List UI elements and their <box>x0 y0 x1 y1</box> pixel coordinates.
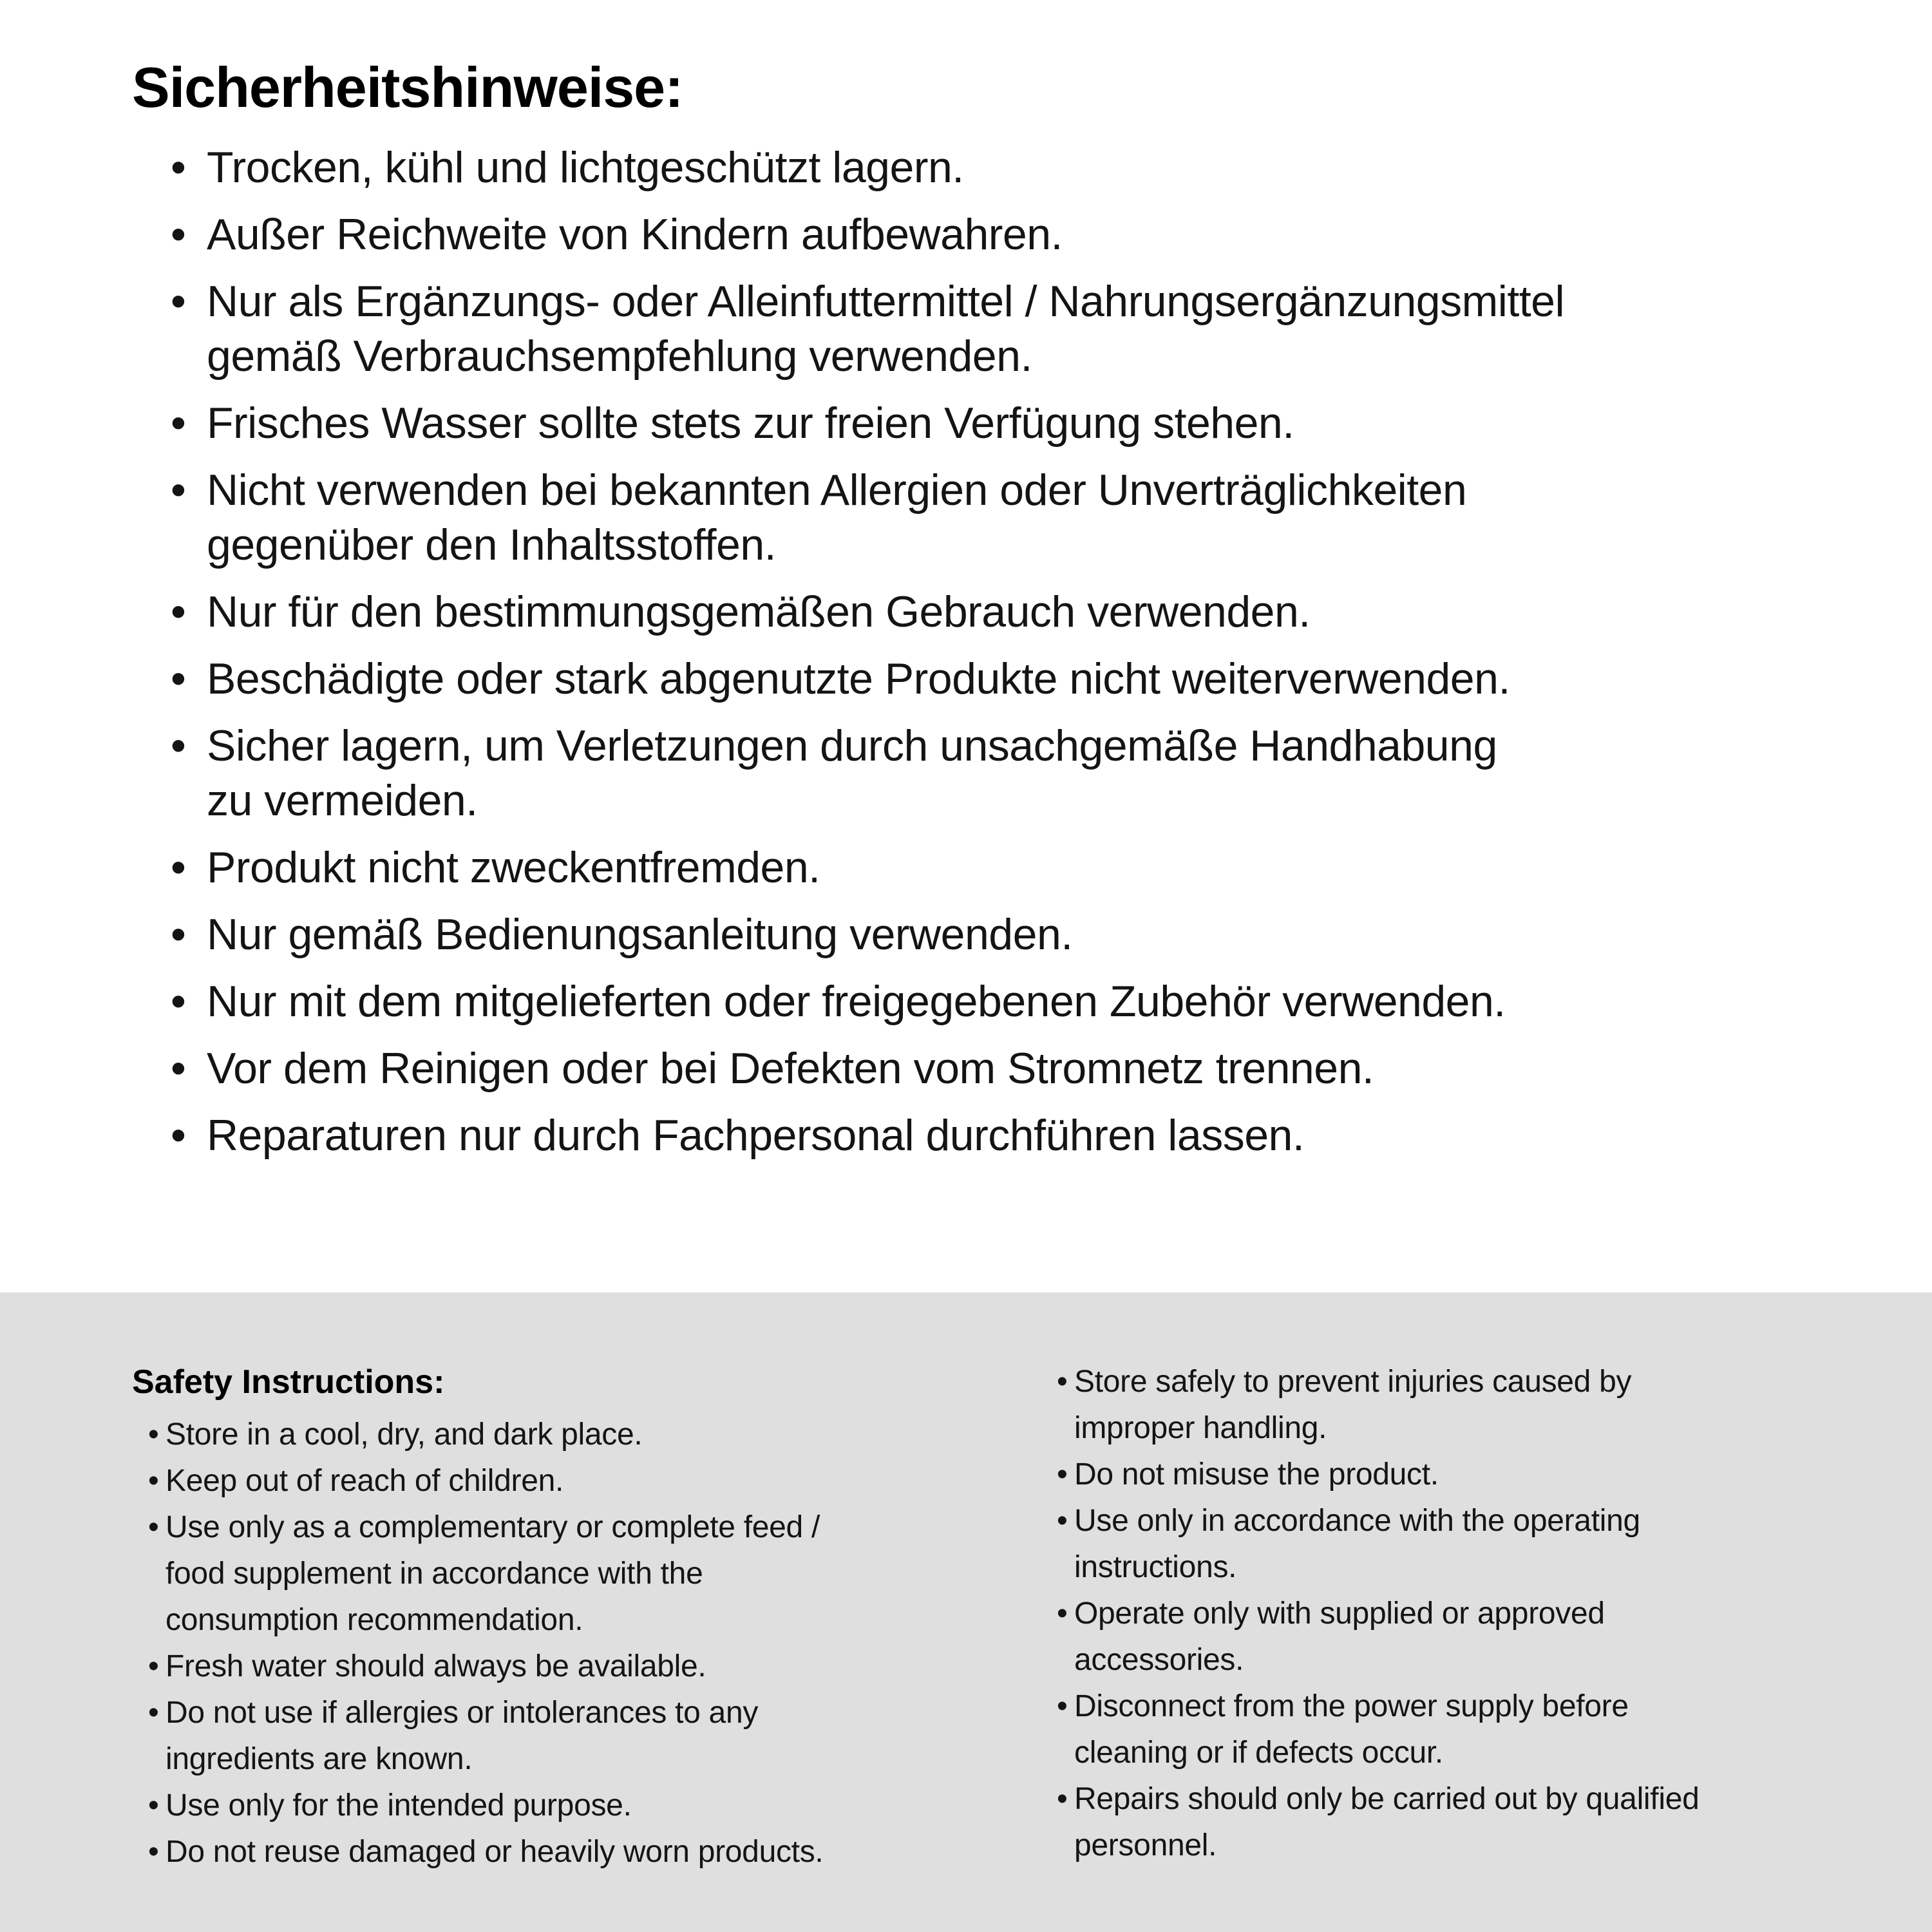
text-line: Do not use if allergies or intolerances to any <box>166 1696 759 1730</box>
text-line: Nicht verwenden bei bekannten Allergien oder Unverträglichkeiten <box>207 466 1467 515</box>
list-item-text <box>207 207 1810 262</box>
list-item <box>1057 1359 1700 1452</box>
list-item <box>148 1458 823 1504</box>
list-item <box>1057 1452 1700 1498</box>
list-item-text <box>207 396 1810 451</box>
list-item-text <box>1074 1452 1700 1498</box>
text-line: food supplement in accordance with the <box>166 1557 703 1591</box>
list-item <box>171 840 1810 895</box>
list-item-text <box>166 1643 823 1690</box>
bullet-icon: • <box>171 466 186 515</box>
list-item <box>171 396 1810 451</box>
bullet-icon: • <box>171 654 186 703</box>
bullet-icon: • <box>1057 1782 1068 1816</box>
list-item <box>171 1108 1810 1163</box>
list-item <box>171 1041 1810 1096</box>
text-line: Operate only with supplied or approved <box>1074 1596 1605 1631</box>
list-item-text <box>1074 1591 1700 1683</box>
list-item-text <box>207 652 1810 706</box>
text-line: Use only as a complementary or complete feed / <box>166 1510 820 1544</box>
bullet-icon: • <box>148 1510 159 1544</box>
bullet-icon: • <box>171 587 186 636</box>
text-line: Repairs should only be carried out by qualified <box>1074 1782 1700 1816</box>
bullet-icon: • <box>148 1835 159 1869</box>
text-line: instructions. <box>1074 1550 1237 1584</box>
list-item <box>148 1829 823 1875</box>
text-line: zu vermeiden. <box>207 776 478 825</box>
list-item <box>171 207 1810 262</box>
bullet-icon: • <box>1057 1596 1068 1631</box>
list-item-text <box>207 274 1810 384</box>
english-safety-list-right <box>1041 1359 1700 1869</box>
bullet-icon: • <box>171 910 186 959</box>
list-item <box>1057 1683 1700 1776</box>
text-line: Disconnect from the power supply before <box>1074 1689 1629 1723</box>
text-line: Use only for the intended purpose. <box>166 1788 632 1823</box>
list-item-text <box>207 907 1810 962</box>
list-item-text <box>1074 1498 1700 1591</box>
text-line: Store safely to prevent injuries caused by <box>1074 1365 1632 1399</box>
list-item <box>171 140 1810 195</box>
list-item-text <box>166 1783 823 1829</box>
text-line: Use only in accordance with the operating <box>1074 1504 1640 1538</box>
text-line: personnel. <box>1074 1828 1217 1862</box>
bullet-icon: • <box>1057 1365 1068 1399</box>
text-line: Außer Reichweite von Kindern aufbewahren. <box>207 210 1063 259</box>
list-item <box>171 907 1810 962</box>
list-item-text <box>166 1458 823 1504</box>
list-item <box>148 1504 823 1643</box>
text-line: improper handling. <box>1074 1411 1327 1445</box>
text-line: Keep out of reach of children. <box>166 1464 564 1498</box>
english-column-left <box>132 1359 823 1875</box>
list-item-text <box>207 585 1810 639</box>
list-item <box>1057 1776 1700 1869</box>
text-line: Trocken, kühl und lichtgeschützt lagern. <box>207 143 964 192</box>
list-item <box>148 1783 823 1829</box>
bullet-icon: • <box>148 1788 159 1823</box>
list-item-text <box>207 974 1810 1029</box>
list-item <box>171 719 1810 828</box>
german-safety-list <box>132 140 1810 1163</box>
text-line: Do not reuse damaged or heavily worn products. <box>166 1835 824 1869</box>
list-item-text <box>166 1412 823 1458</box>
list-item <box>171 463 1810 573</box>
text-line: Nur mit dem mitgelieferten oder freigegebenen Zubehör verwenden. <box>207 977 1506 1026</box>
list-item-text <box>166 1504 823 1643</box>
text-line: Store in a cool, dry, and dark place. <box>166 1417 643 1452</box>
text-line: Frisches Wasser sollte stets zur freien Verfügung stehen. <box>207 399 1294 448</box>
text-line: cleaning or if defects occur. <box>1074 1736 1443 1770</box>
section-title-english: Safety Instructions: <box>132 1363 445 1401</box>
list-item-text <box>166 1690 823 1783</box>
bullet-icon: • <box>171 277 186 326</box>
list-item-text <box>207 140 1810 195</box>
bullet-icon: • <box>1057 1457 1068 1492</box>
list-item-text <box>207 1041 1810 1096</box>
bullet-icon: • <box>171 399 186 448</box>
list-item-text <box>1074 1683 1700 1776</box>
bullet-icon: • <box>1057 1689 1068 1723</box>
text-line: ingredients are known. <box>166 1742 473 1776</box>
text-line: Produkt nicht zweckentfremden. <box>207 843 820 892</box>
bullet-icon: • <box>148 1649 159 1683</box>
bullet-icon: • <box>171 721 186 770</box>
bullet-icon: • <box>148 1417 159 1452</box>
list-item-text <box>207 840 1810 895</box>
page-title-german: Sicherheitshinweise: <box>132 55 683 119</box>
list-item <box>1057 1498 1700 1591</box>
text-line: gemäß Verbrauchsempfehlung verwenden. <box>207 332 1032 381</box>
bullet-icon: • <box>171 210 186 259</box>
list-item-text <box>207 463 1810 573</box>
list-item-text <box>1074 1776 1700 1869</box>
bullet-icon: • <box>171 1044 186 1093</box>
list-item <box>171 652 1810 706</box>
english-section <box>0 1293 1932 1932</box>
text-line: Nur als Ergänzungs- oder Alleinfuttermittel / Nahrungsergänzungsmittel <box>207 277 1565 326</box>
bullet-icon: • <box>148 1464 159 1498</box>
text-line: Sicher lagern, um Verletzungen durch unsachgemäße Handhabung <box>207 721 1497 770</box>
list-item <box>148 1412 823 1458</box>
text-line: Nur gemäß Bedienungsanleitung verwenden. <box>207 910 1073 959</box>
text-line: accessories. <box>1074 1643 1244 1677</box>
text-line: gegenüber den Inhaltsstoffen. <box>207 520 777 569</box>
list-item <box>171 585 1810 639</box>
list-item-text <box>166 1829 823 1875</box>
list-item-text <box>207 1108 1810 1163</box>
bullet-icon: • <box>171 843 186 892</box>
text-line: Do not misuse the product. <box>1074 1457 1439 1492</box>
bullet-icon: • <box>148 1696 159 1730</box>
bullet-icon: • <box>171 1111 186 1160</box>
english-safety-list-left <box>132 1412 823 1875</box>
bullet-icon: • <box>1057 1504 1068 1538</box>
text-line: consumption recommendation. <box>166 1603 583 1637</box>
english-column-right <box>1041 1359 1700 1869</box>
list-item <box>148 1643 823 1690</box>
list-item <box>171 974 1810 1029</box>
bullet-icon: • <box>171 143 186 192</box>
text-line: Nur für den bestimmungsgemäßen Gebrauch verwenden. <box>207 587 1311 636</box>
list-item <box>148 1690 823 1783</box>
list-item <box>1057 1591 1700 1683</box>
list-item-text <box>1074 1359 1700 1452</box>
text-line: Reparaturen nur durch Fachpersonal durchführen lassen. <box>207 1111 1305 1160</box>
text-line: Beschädigte oder stark abgenutzte Produkte nicht weiterverwenden. <box>207 654 1510 703</box>
text-line: Vor dem Reinigen oder bei Defekten vom Stromnetz trennen. <box>207 1044 1374 1093</box>
list-item-text <box>207 719 1810 828</box>
bullet-icon: • <box>171 977 186 1026</box>
list-item <box>171 274 1810 384</box>
text-line: Fresh water should always be available. <box>166 1649 706 1683</box>
